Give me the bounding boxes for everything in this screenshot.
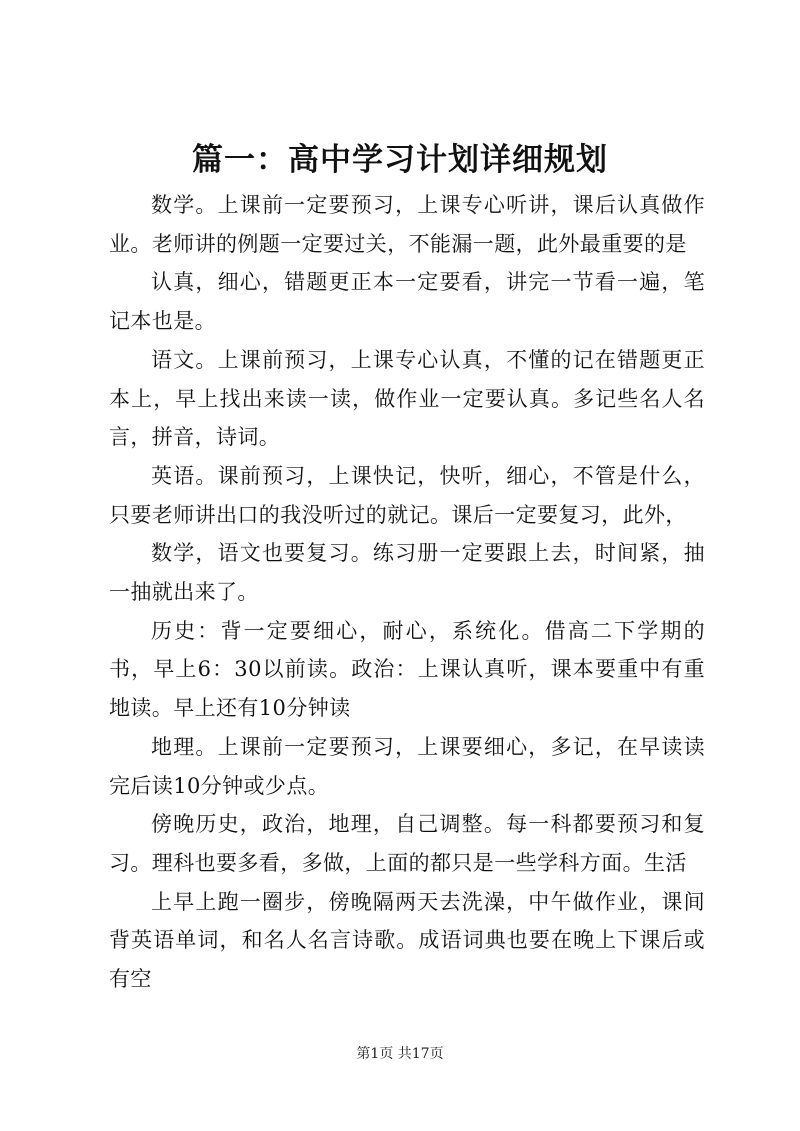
paragraph-life: 上早上跑一圈步，傍晚隔两天去洗澡，中午做作业，课间背英语单词，和名人名言诗歌。成语词典也要在晚上下课后或有空 bbox=[109, 889, 705, 992]
paragraph-chinese: 语文。上课前预习，上课专心认真，不懂的记在错题更正本上，早上找出来读一读，做作业一定要认真。多记些名人名言，拼音，诗词。 bbox=[109, 347, 705, 450]
paragraph-history-politics: 历史：背一定要细心，耐心，系统化。借高二下学期的书，早上6：30以前读。政治：上课认真听，课本要重中有重地读。早上还有10分钟读 bbox=[109, 618, 705, 721]
page-number: 第1页 共17页 bbox=[356, 1046, 444, 1062]
document-body bbox=[109, 186, 705, 999]
paragraph-evening: 傍晚历史，政治，地理，自己调整。每一科都要预习和复习。理科也要多看，多做，上面的都只是一些学科方面。生活 bbox=[109, 812, 705, 875]
paragraph-geography: 地理。上课前一定要预习，上课要细心，多记，在早读读完后读10分钟或少点。 bbox=[109, 734, 705, 798]
page-footer bbox=[0, 1044, 800, 1064]
paragraph-math: 数学。上课前一定要预习，上课专心听讲，课后认真做作业。老师讲的例题一定要过关，不能漏一题，此外最重要的是 bbox=[109, 193, 705, 256]
paragraph-english: 英语。课前预习，上课快记，快听，细心，不管是什么，只要老师讲出口的我没听过的就记。课后一定要复习，此外， bbox=[109, 463, 705, 527]
paragraph-english-cont: 数学，语文也要复习。练习册一定要跟上去，时间紧，抽一抽就出来了。 bbox=[109, 541, 705, 605]
paragraph-math-cont: 认真，细心，错题更正本一定要看，讲完一节看一遍，笔记本也是。 bbox=[109, 270, 705, 334]
page-title: 篇一：高中学习计划详细规划 bbox=[192, 142, 608, 178]
